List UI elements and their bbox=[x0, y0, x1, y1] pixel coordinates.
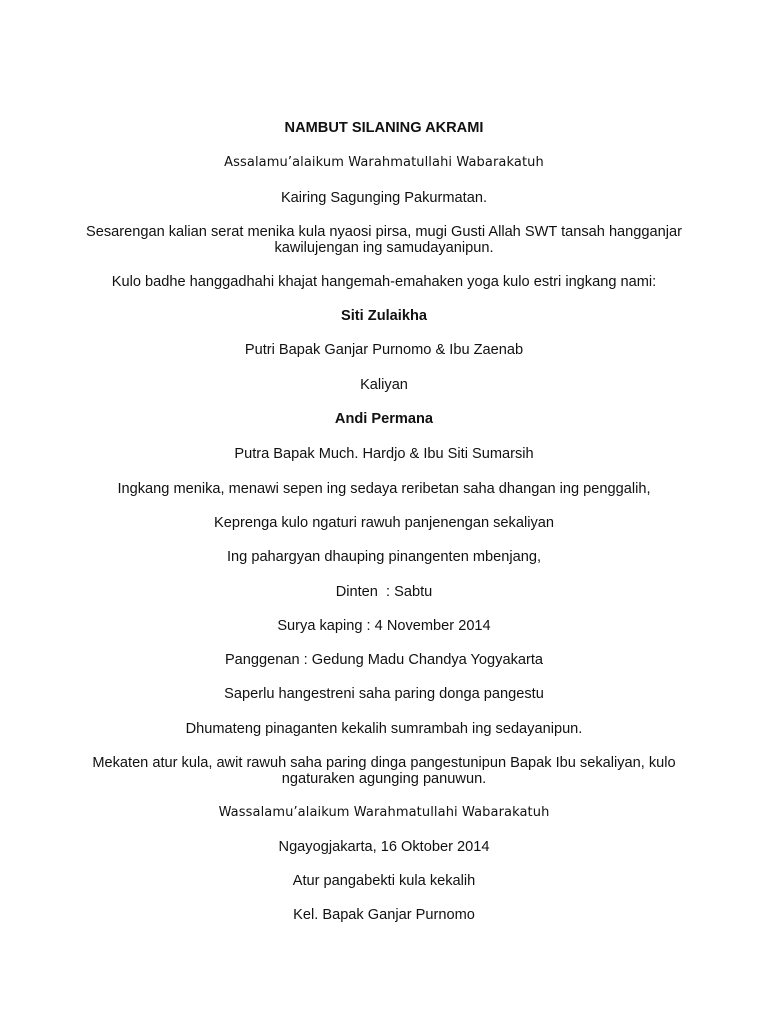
event-line: Ing pahargyan dhauping pinangenten mbenjang, bbox=[226, 549, 542, 565]
bride-name: Siti Zulaikha bbox=[341, 308, 427, 324]
event-venue: Panggenan : Gedung Madu Chandya Yogyakarta bbox=[224, 652, 544, 668]
intro-paragraph: Sesarengan kalian serat menika kula nyaosi pirsa, mugi Gusti Allah SWT tansah hangganjar kawilujengan ing samudayanipun. bbox=[86, 224, 682, 256]
groom-parents: Putra Bapak Much. Hardjo & Ibu Siti Sumarsih bbox=[234, 446, 534, 462]
bride-parents: Putri Bapak Ganjar Purnomo & Ibu Zaenab bbox=[244, 342, 524, 358]
respect-line: Kairing Sagunging Pakurmatan. bbox=[280, 190, 488, 206]
document-title: NAMBUT SILANING AKRAMI bbox=[284, 120, 484, 136]
blessing-line: Saperlu hangestreni saha paring donga pangestu bbox=[224, 686, 544, 702]
event-day: Dinten : Sabtu bbox=[335, 584, 433, 600]
sign-off: Atur pangabekti kula kekalih bbox=[292, 873, 476, 889]
invite-line: Keprenga kulo ngaturi rawuh panjenengan sekaliyan bbox=[214, 515, 554, 531]
closing-greeting: Wassalamu’alaikum Warahmatullahi Wabarakatuh bbox=[218, 805, 550, 820]
opening-greeting: Assalamu’alaikum Warahmatullahi Wabarakatuh bbox=[224, 155, 544, 170]
request-line: Ingkang menika, menawi sepen ing sedaya reribetan saha dhangan ing penggalih, bbox=[117, 481, 651, 497]
bride-groom-line: Dhumateng pinaganten kekalih sumrambah ing sedayanipun. bbox=[185, 721, 583, 737]
intent-paragraph: Kulo badhe hanggadhahi khajat hangemah-emahaken yoga kulo estri ingkang nami: bbox=[111, 274, 657, 290]
sender-name: Kel. Bapak Ganjar Purnomo bbox=[293, 907, 475, 923]
conjunction: Kaliyan bbox=[360, 377, 408, 393]
closing-paragraph: Mekaten atur kula, awit rawuh saha paring dinga pangestunipun Bapak Ibu sekaliyan, kulo ngaturaken agunging panuwun. bbox=[92, 755, 676, 787]
event-date: Surya kaping : 4 November 2014 bbox=[277, 618, 491, 634]
groom-name: Andi Permana bbox=[334, 411, 434, 427]
place-date: Ngayogjakarta, 16 Oktober 2014 bbox=[278, 839, 490, 855]
